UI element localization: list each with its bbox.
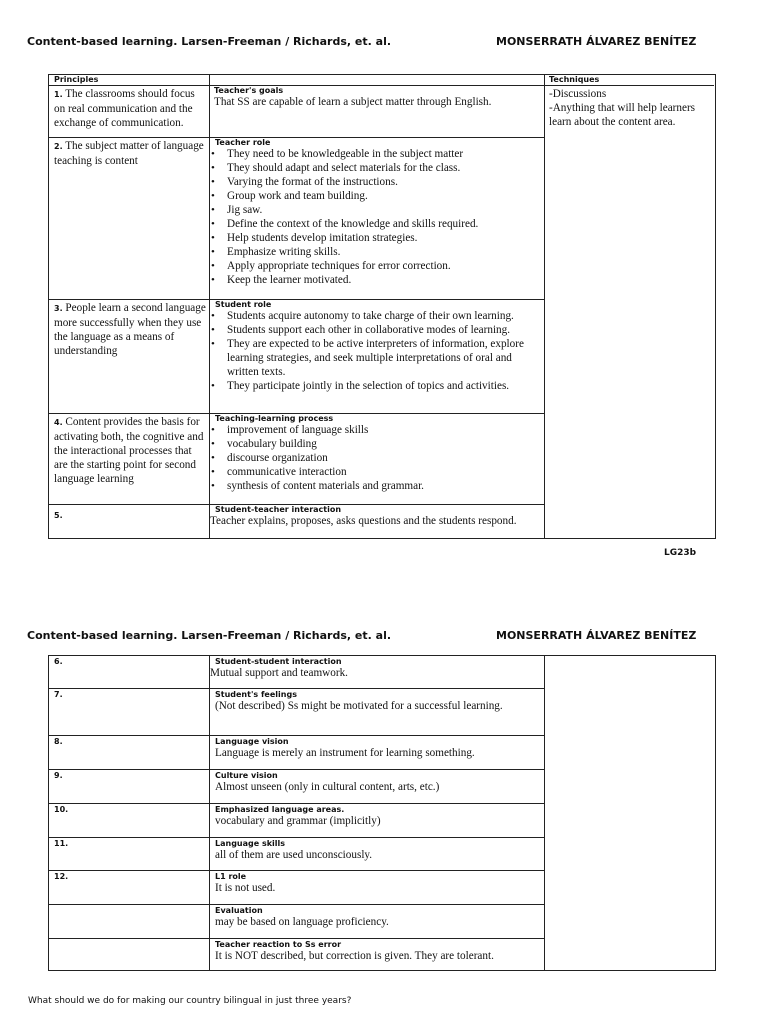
page-title: Content-based learning. Larsen-Freeman / Richards, et. al. — [27, 35, 392, 48]
list-item: • They participate jointly in the selection of topics and activities. — [210, 379, 540, 393]
cell-text: Language is merely an instrument for learning something. — [215, 747, 475, 759]
student-student-interaction-cell — [207, 657, 543, 680]
cell-label: Student's feelings — [215, 690, 297, 699]
cell-label: Teacher role — [215, 138, 271, 147]
row-number: 8. — [54, 737, 63, 746]
row-number: 4. — [54, 418, 63, 427]
cell-text: It is not used. — [215, 882, 276, 894]
evaluation-cell — [207, 906, 543, 929]
cell-text: It is NOT described, but correction is given. They are tolerant. — [215, 950, 494, 962]
cell-text: (Not described) Ss might be motivated for a successful learning. — [215, 700, 503, 712]
page-title: Content-based learning. Larsen-Freeman / Richards, et. al. — [27, 629, 392, 642]
list-item: • Help students develop imitation strategies. — [210, 231, 540, 245]
cell-label: L1 role — [215, 872, 247, 881]
list-item: • Group work and team building. — [210, 189, 540, 203]
row-number: 10. — [54, 805, 69, 814]
list-item: • communicative interaction — [210, 465, 540, 479]
cell-label: Student-student interaction — [215, 657, 342, 666]
list-item: • They are expected to be active interpreters of information, explore learning strategies, and seek multiple interpretations of oral and written texts. — [210, 337, 540, 379]
language-skills-cell — [207, 839, 543, 862]
list-item: • Define the context of the knowledge and skills required. — [210, 217, 540, 231]
list-item: • vocabulary building — [210, 437, 540, 451]
teacher-role-list — [210, 147, 540, 287]
list-item: • Students support each other in collaborative modes of learning. — [210, 323, 540, 337]
techniques-header: Techniques — [549, 75, 600, 84]
cell-text: Mutual support and teamwork. — [210, 667, 348, 679]
cell-label: Teacher reaction to Ss error — [215, 940, 342, 949]
page-code: LG23b — [664, 548, 697, 558]
cell-label: Evaluation — [215, 906, 263, 915]
row-number: 3. — [54, 304, 63, 313]
principles-table — [48, 74, 716, 539]
principle-text: The subject matter of language teaching is content — [54, 140, 204, 167]
technique-item: -Discussions — [549, 88, 607, 100]
list-item: • improvement of language skills — [210, 423, 540, 437]
list-item: • Keep the learner motivated. — [210, 273, 540, 287]
culture-vision-cell — [207, 771, 543, 794]
cell-label: Language vision — [215, 737, 289, 746]
row-number: 6. — [54, 657, 63, 666]
cell-label: Student role — [215, 300, 272, 309]
principles-header: Principles — [54, 75, 99, 84]
row-number: 7. — [54, 690, 63, 699]
row-number: 11. — [54, 839, 69, 848]
list-item: • Emphasize writing skills. — [210, 245, 540, 259]
student-role-cell — [207, 300, 543, 393]
cell-label: Emphasized language areas. — [215, 805, 345, 814]
principle-5 — [51, 505, 209, 523]
row-number: 5. — [54, 511, 63, 520]
list-item: • Varying the format of the instructions. — [210, 175, 540, 189]
principle-4 — [51, 415, 209, 486]
cell-label: Culture vision — [215, 771, 278, 780]
cell-label: Language skills — [215, 839, 286, 848]
teacher-role-cell — [207, 138, 543, 287]
list-item: • They should adapt and select materials for the class. — [210, 161, 540, 175]
principle-text: The classrooms should focus on real communication and the exchange of communication. — [54, 88, 195, 129]
teacher-reaction-cell — [207, 940, 543, 963]
teachers-goals-cell — [211, 86, 543, 109]
cell-label: Teacher's goals — [214, 86, 284, 95]
cell-label: Teaching-learning process — [215, 414, 334, 423]
teaching-learning-list — [210, 423, 540, 493]
row-number: 12. — [54, 872, 69, 881]
author-name: MONSERRATH ÁLVAREZ BENÍTEZ — [496, 629, 697, 642]
students-feelings-cell — [207, 690, 543, 713]
list-item: • They need to be knowledgeable in the subject matter — [210, 147, 540, 161]
principle-text: People learn a second language more successfully when they use the language as a means of understanding — [54, 302, 206, 357]
student-role-list — [210, 309, 540, 393]
list-item: • Jig saw. — [210, 203, 540, 217]
row-number: 9. — [54, 771, 63, 780]
principle-text: Content provides the basis for activating both, the cognitive and the interactional processes that are the starting point for second language learning — [54, 416, 204, 485]
list-item: • discourse organization — [210, 451, 540, 465]
author-name: MONSERRATH ÁLVAREZ BENÍTEZ — [496, 35, 697, 48]
principle-2 — [51, 139, 209, 168]
list-item: • Students acquire autonomy to take charge of their own learning. — [210, 309, 540, 323]
techniques-list — [546, 87, 714, 129]
cell-text: That SS are capable of learn a subject matter through English. — [214, 96, 492, 108]
principle-3 — [51, 301, 209, 358]
student-teacher-interaction-cell — [207, 505, 543, 528]
cell-text: vocabulary and grammar (implicitly) — [215, 815, 381, 827]
language-vision-cell — [207, 737, 543, 760]
row-number: 1. — [54, 90, 63, 99]
cell-label: Student-teacher interaction — [215, 505, 342, 514]
continuation-table — [48, 655, 716, 971]
technique-item: -Anything that will help learners learn about the content area. — [549, 102, 696, 128]
cell-text: all of them are used unconsciously. — [215, 849, 373, 861]
cell-text: Teacher explains, proposes, asks questions and the students respond. — [210, 515, 517, 527]
discussion-question: What should we do for making our country bilingual in just three years? — [28, 996, 352, 1006]
list-item: • Apply appropriate techniques for error correction. — [210, 259, 540, 273]
cell-text: may be based on language proficiency. — [215, 916, 389, 928]
teaching-learning-process-cell — [207, 414, 543, 493]
emphasized-language-areas-cell — [207, 805, 543, 828]
principle-1 — [51, 87, 209, 130]
cell-text: Almost unseen (only in cultural content, arts, etc.) — [215, 781, 440, 793]
row-number: 2. — [54, 142, 63, 151]
l1-role-cell — [207, 872, 543, 895]
list-item: • synthesis of content materials and grammar. — [210, 479, 540, 493]
